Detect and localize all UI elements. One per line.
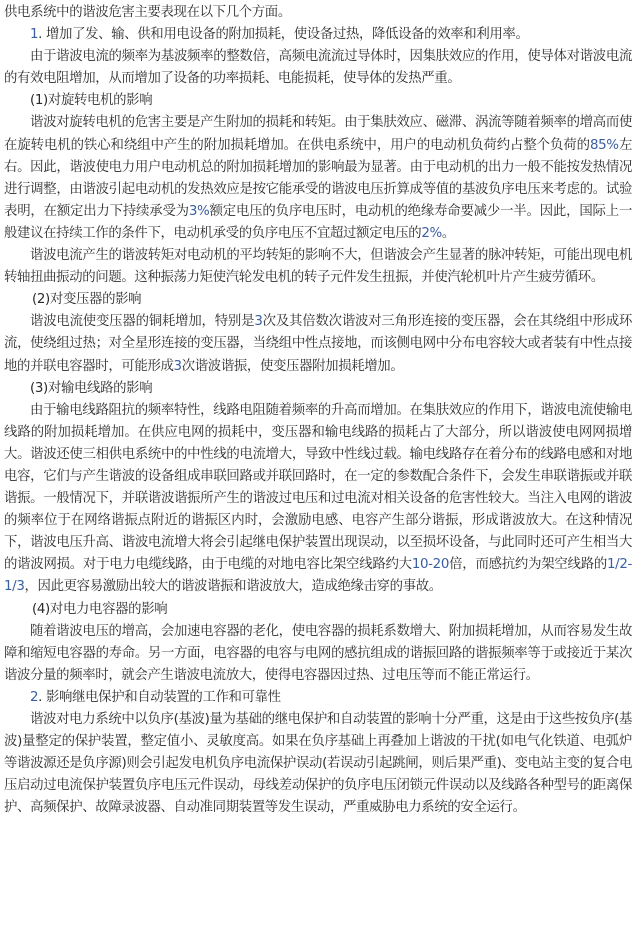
- rotating-machine-paragraph-2: 谐波电流产生的谐波转矩对电动机的平均转矩的影响不大，但谐波会产生显著的脉冲转矩，可能出现电机转轴扭曲振动的问题。这种振荡力矩使汽轮发电机的转子元件发生扭振，并使汽轮机叶片产生疲劳循环。: [4, 248, 632, 286]
- subsection-rotating-machine-heading: (1)对旋转电机的影响: [30, 93, 153, 109]
- subsection-capacitor-heading: (4)对电力电容器的影响: [32, 601, 168, 617]
- capacitor-paragraph: 随着谐波电压的增高，会加速电容器的老化，使电容器的损耗系数增大、附加损耗增加，从而容易发生故障和缩短电容器的寿命。另一方面，电容器的电容与电网的感抗组成的谐振回路的谐振频率等于或接近于某次谐波分量的频率时，就会产生谐波电流放大，使得电容器因过热、过电压等而不能正常运行。: [4, 623, 632, 683]
- rotating-machine-paragraph-1: 谐波对旋转电机的危害主要是产生附加的损耗和转矩。由于集肤效应、磁滞、涡流等随着频率的增高而使在旋转电机的铁心和绕组中产生的附加损耗增加。在供电系统中，用户的电动机负荷约占整个负荷的85%左右。因此，谐波使电力用户电动机总的附加损耗增加的影响最为显著。由于电动机的出力一般不能按发热情况进行调整，由谐波引起电动机的发热效应是按它能承受的谐波电压折算成等值的基波负序电压来考虑的。试验表明，在额定出力下持续承受为3%额定电压的负序电压时，电动机的绝缘寿命要减少一半。因此，国际上一般建议在持续工作的条件下，电动机承受的负序电压不宜超过额定电压的2%。: [4, 115, 632, 241]
- subsection-transformer-heading: (2)对变压器的影响: [32, 292, 142, 308]
- transformer-paragraph: 谐波电流使变压器的铜耗增加，特别是3次及其倍数次谐波对三角形连接的变压器，会在其绕组中形成环流，使绕组过热；对全星形连接的变压器，当绕组中性点接地，而该侧电网中分布电容较大或者装有中性点接地的并联电容器时，可能形成3次谐波谐振，使变压器附加损耗增加。: [4, 314, 632, 374]
- section-2-paragraph: 谐波对电力系统中以负序(基波)量为基础的继电保护和自动装置的影响十分严重，这是由于这些按负序(基波)量整定的保护装置，整定值小、灵敏度高。如果在负序基础上再叠加上谐波的干扰(如电气化铁道、电弧炉等谐波源还是负序源)则会引起发电机负序电流保护误动(若误动引起跳闸，则后果严重)、变电站主变的复合电压启动过电流保护装置负序电压元件误动，母线差动保护的负序电压闭锁元件误动以及线路各种型号的距离保护、高频保护、故障录波器、自动准同期装置等发生误动，严重威胁电力系统的安全运行。: [4, 712, 632, 816]
- section-1-paragraph: 由于谐波电流的频率为基波频率的整数倍，高频电流流过导体时，因集肤效应的作用，使导体对谐波电流的有效电阻增加，从而增加了设备的功率损耗、电能损耗，使导体的发热严重。: [4, 49, 632, 87]
- section-2-heading: 2. 影响继电保护和自动装置的工作和可靠性: [30, 689, 281, 705]
- transmission-line-paragraph: 由于输电线路阻抗的频率特性，线路电阻随着频率的升高而增加。在集肤效应的作用下，谐波电流使输电线路的附加损耗增加。在供应电网的损耗中，变压器和输电线路的损耗占了大部分，所以谐波使电网网损增大。谐波还使三相供电系统中的中性线的电流增大，导致中性线过载。输电线路存在着分布的线路电感和对地电容，它们与产生谐波的设备组成串联回路或并联回路时，在一定的参数配合条件下，会发生串联谐振或并联谐振。一般情况下，并联谐波谐振所产生的谐波过电压和过电流对相关设备的危害性较大。当注入电网的谐波的频率位于在网络谐振点附近的谐振区内时，会激励电感、电容产生部分谐振，形成谐波放大。在这种情况下，谐波电压升高、谐波电流增大将会引起继电保护装置出现误动，以至损坏设备，与此同时还可产生相当大的谐波网损。对于电力电缆线路，由于电缆的对地电容比架空线路约大10-20倍，而感抗约为架空线路的1/2-1/3，因此更容易激励出较大的谐波谐振和谐波放大，造成绝缘击穿的事故。: [4, 402, 632, 595]
- intro-paragraph: 供电系统中的谐波危害主要表现在以下几个方面。: [4, 5, 291, 20]
- subsection-transmission-line-heading: (3)对输电线路的影响: [30, 380, 153, 396]
- section-1-heading: 1. 增加了发、输、供和用电设备的附加损耗，使设备过热，降低设备的效率和利用率。: [30, 27, 529, 43]
